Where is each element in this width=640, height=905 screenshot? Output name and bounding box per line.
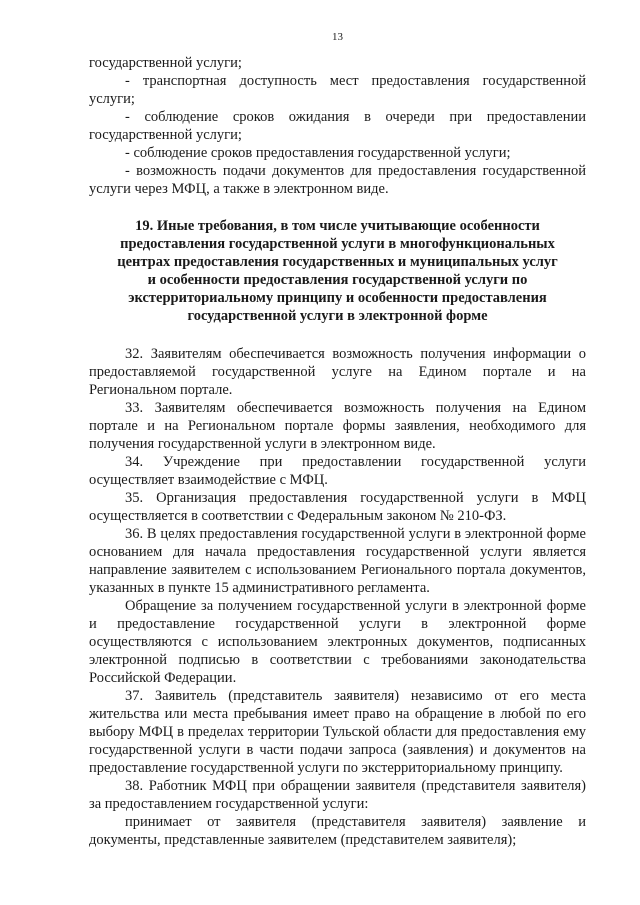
intro-item-transport: - транспортная доступность мест предоставления государственной услуги; xyxy=(89,73,586,107)
section-heading xyxy=(89,217,586,325)
section-heading-line: предоставления государственной услуги в многофункциональных xyxy=(120,236,555,252)
paragraph-37: 37. Заявитель (представитель заявителя) независимо от его места жительства или места пребывания имеет право на обращение в любой по его выбору МФЦ в пределах территории Тульской области для предоставления ему государственной услуги в части подачи запроса (заявления) и документов на предоставление государственной услуги по экстерриториальному принципу. xyxy=(89,688,586,776)
paragraph-33: 33. Заявителям обеспечивается возможность получения на Едином портале и на Региональном портале формы заявления, необходимого для получения государственной услуги в электронном виде. xyxy=(89,400,586,452)
paragraph-34: 34. Учреждение при предоставлении государственной услуги осуществляет взаимодействие с МФЦ. xyxy=(89,454,586,488)
section-heading-line: 19. Иные требования, в том числе учитывающие особенности xyxy=(135,218,540,234)
paragraph-36: 36. В целях предоставления государственной услуги в электронной форме основанием для начала предоставления государственной услуги является направление заявителем с использованием Регионального портала документов, указанных в пункте 15 административного регламента. xyxy=(89,526,586,596)
paragraph-38: 38. Работник МФЦ при обращении заявителя (представителя заявителя) за предоставлением государственной услуги: xyxy=(89,778,586,812)
paragraph-38-item: принимает от заявителя (представителя заявителя) заявление и документы, представленные заявителем (представителем заявителя); xyxy=(89,814,586,848)
paragraph-36-continuation: Обращение за получением государственной услуги в электронной форме и предоставление государственной услуги в электронной форме осуществляются с использованием электронных документов, подписанных электронной подписью в соответствии с требованиями законодательства Российской Федерации. xyxy=(89,598,586,686)
intro-item-mfc: - возможность подачи документов для предоставления государственной услуги через МФЦ, а также в электронном виде. xyxy=(89,163,586,197)
section-heading-line: центрах предоставления государственных и муниципальных услуг xyxy=(117,254,558,270)
paragraph-32: 32. Заявителям обеспечивается возможность получения информации о предоставляемой государственной услуге на Едином портале и на Региональном портале. xyxy=(89,346,586,398)
intro-line-continuation: государственной услуги; xyxy=(89,55,242,71)
section-heading-line: экстерриториальному принципу и особенности предоставления xyxy=(128,290,547,306)
section-heading-line: и особенности предоставления государственной услуги по xyxy=(147,272,528,288)
paragraph-35: 35. Организация предоставления государственной услуги в МФЦ осуществляется в соответствии с Федеральным законом № 210-ФЗ. xyxy=(89,490,586,524)
section-heading-line: государственной услуги в электронной форме xyxy=(187,308,488,324)
intro-item-queue: - соблюдение сроков ожидания в очереди при предоставлении государственной услуги; xyxy=(89,109,586,143)
page-number: 13 xyxy=(332,31,343,43)
intro-item-deadlines: - соблюдение сроков предоставления государственной услуги; xyxy=(125,145,511,161)
